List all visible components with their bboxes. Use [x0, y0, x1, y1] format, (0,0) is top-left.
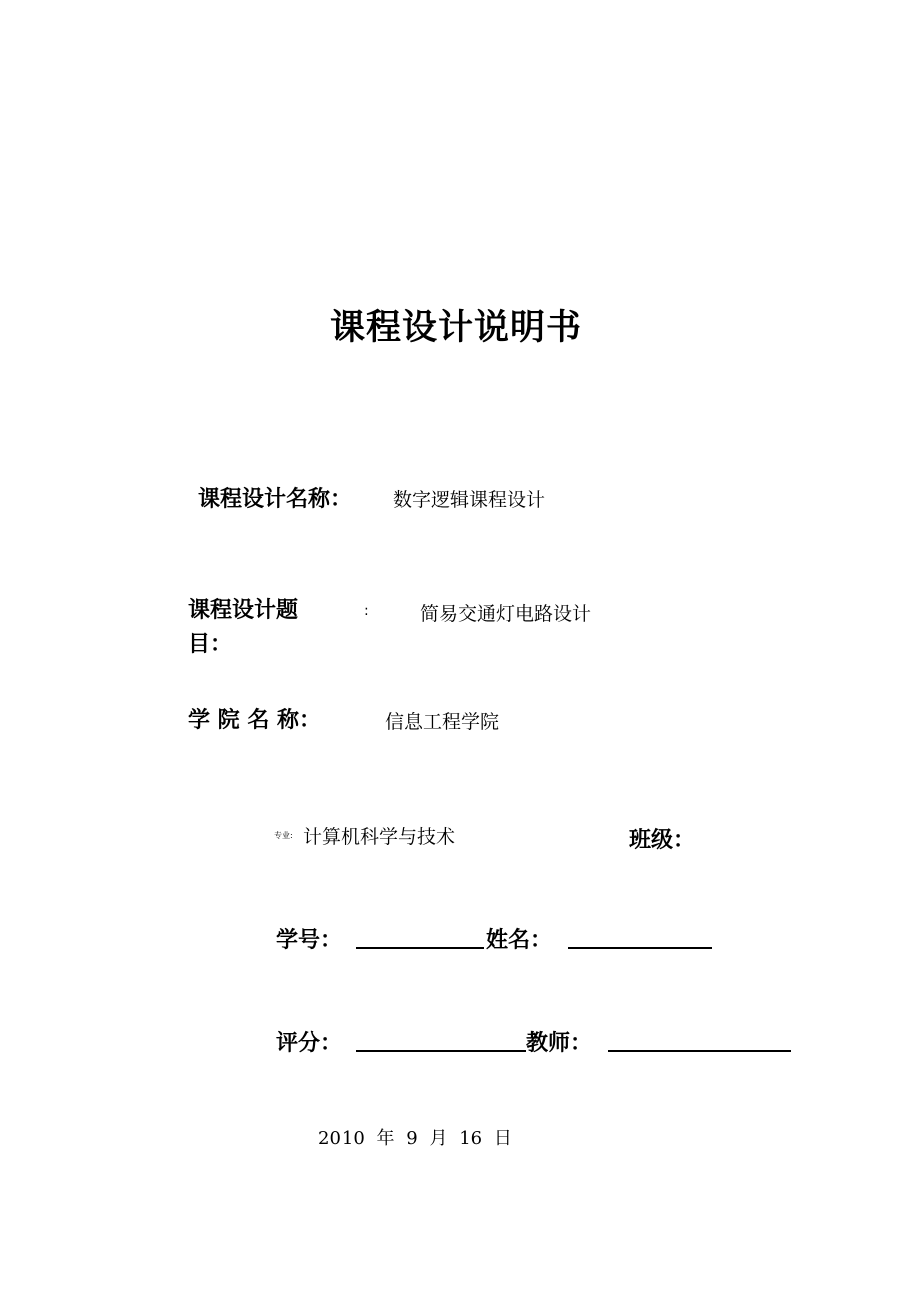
topic-separator: : [364, 603, 369, 619]
date-month-unit: 月 [429, 1128, 448, 1149]
date-day-unit: 日 [493, 1128, 512, 1149]
course-name-value: 数字逻辑课程设计 [393, 489, 546, 511]
student-id-blank [356, 925, 484, 949]
college-label: 学 院 名 称： [188, 708, 321, 733]
topic-label-line2: 目： [188, 632, 233, 657]
date-year-unit: 年 [376, 1128, 395, 1149]
score-label: 评分： [276, 1031, 343, 1056]
date-day: 16 [459, 1128, 483, 1149]
major-label: 专业: [274, 831, 293, 840]
name-label: 姓名： [486, 928, 553, 953]
document-title: 课程设计说明书 [329, 308, 582, 348]
date-month: 9 [406, 1128, 418, 1149]
name-blank [568, 925, 712, 949]
class-label: 班级： [629, 828, 696, 853]
course-name-label: 课程设计名称： [198, 487, 353, 512]
topic-value: 简易交通灯电路设计 [420, 603, 592, 625]
teacher-label: 教师： [526, 1031, 593, 1056]
student-id-label: 学号： [276, 928, 343, 953]
date-year-suffix: 10 [341, 1128, 365, 1149]
teacher-blank [608, 1028, 791, 1052]
date [318, 1124, 512, 1150]
date-year-prefix: 20 [318, 1128, 341, 1149]
major-value: 计算机科学与技术 [303, 826, 456, 848]
score-blank [356, 1028, 526, 1052]
college-value: 信息工程学院 [385, 711, 500, 733]
topic-label-line1: 课程设计题 [188, 598, 299, 623]
